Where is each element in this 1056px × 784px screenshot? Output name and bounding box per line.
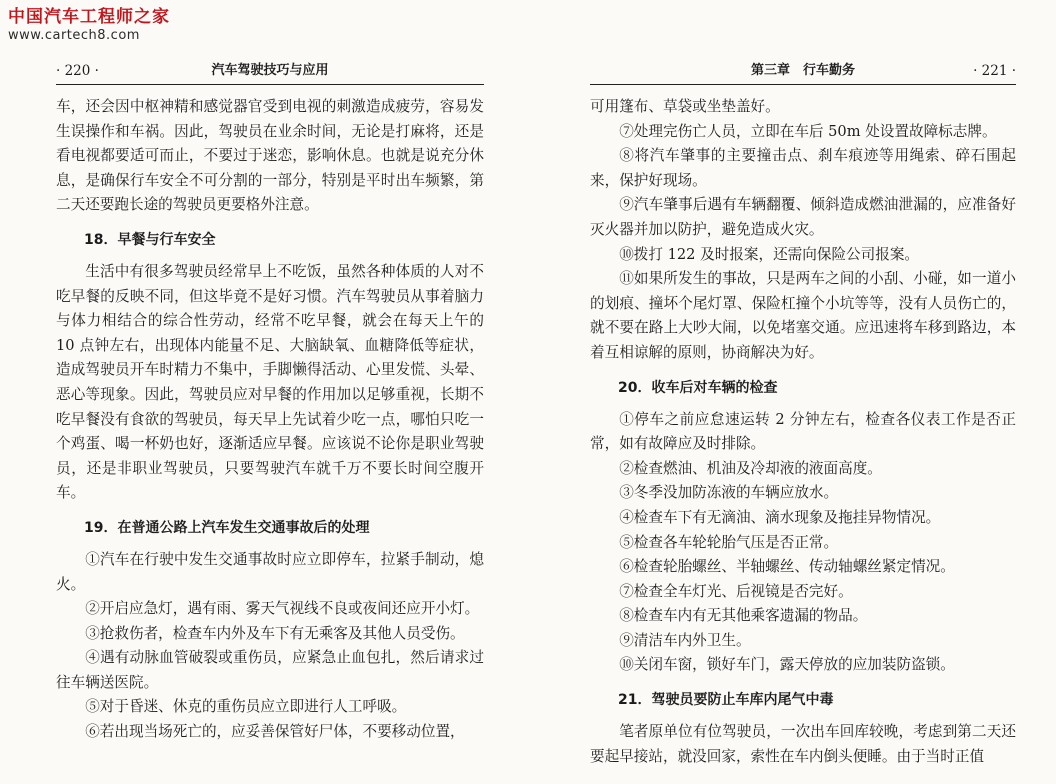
list-item: ⑦处理完伤亡人员，立即在车后 50m 处设置故障标志牌。 <box>619 122 997 140</box>
list-item: ④遇有动脉血管破裂或重伤员，应紧急止血包扎，然后请求过往车辆送医院。 <box>56 649 484 691</box>
book-title: 汽车驾驶技巧与应用 <box>211 63 329 78</box>
list-item: ⑤检查各车轮轮胎气压是否正常。 <box>619 533 839 551</box>
section-heading-18: 18．早餐与行车安全 <box>84 231 216 248</box>
watermark-site-name: 中国汽车工程师之家 <box>8 7 170 27</box>
right-page <box>590 58 1016 769</box>
left-page-content <box>56 95 484 745</box>
list-item: ②开启应急灯，遇有雨、雾天气视线不良或夜间还应开小灯。 <box>85 600 480 618</box>
section-18-paragraph: 生活中有很多驾驶员经常早上不吃饭，虽然各种体质的人对不吃早餐的反映不同，但这毕竟不是好习惯。汽车驾驶员从事着脑力与体力相结合的综合性劳动，经常不吃早餐，就会在每天上午的 10 点钟左右，出现体内能量不足、大脑缺氧、血糖降低等症状，造成驾驶员开车时精力不集中，手脚懒得活动、心里发慌、头晕、恶心等现象。因此，驾驶员应对早餐的作用加以足够重视，长期不吃早餐没有食欲的驾驶员，每天早上先试着少吃一点，哪怕只吃一个鸡蛋、喝一杯奶也好，逐渐适应早餐。应该说不论你是职业驾驶员，还是非职业驾驶员，只要驾驶汽车就千万不要长时间空腹开车。 <box>56 262 484 502</box>
right-page-header <box>590 58 1016 85</box>
list-item: ⑪如果所发生的事故，只是两车之间的小刮、小碰，如一道小的划痕、撞坏个尾灯罩、保险杠撞个小坑等等，没有人员伤亡的，就不要在路上大吵大闹，以免堵塞交通。应迅速将车移到路边，本着互相谅解的原则，协商解决为好。 <box>590 270 1016 361</box>
list-item: ①停车之前应怠速运转 2 分钟左右，检查各仪表工作是否正常，如有故障应及时排除。 <box>590 410 1016 453</box>
list-item: ①汽车在行驶中发生交通事故时应立即停车，拉紧手制动，熄火。 <box>56 550 484 593</box>
chapter-title: 第三章 行车勤务 <box>750 63 855 78</box>
list-item: ④检查车下有无滴油、滴水现象及拖挂异物情况。 <box>619 508 941 526</box>
watermark <box>8 6 170 44</box>
list-item: ⑨清洁车内外卫生。 <box>619 631 751 649</box>
list-item: ②检查燃油、机油及冷却液的液面高度。 <box>619 459 882 477</box>
list-item: ⑩拨打 122 及时报案，还需向保险公司报案。 <box>619 245 920 263</box>
list-item: ⑩关闭车窗，锁好车门，露天停放的应加装防盗锁。 <box>619 656 955 674</box>
left-page-number: · 220 · <box>56 63 99 79</box>
list-item: ⑦检查全车灯光、后视镜是否完好。 <box>619 582 853 600</box>
section-heading-19: 19．在普通公路上汽车发生交通事故后的处理 <box>84 519 370 536</box>
list-item: ⑤对于昏迷、休克的重伤员应立即进行人工呼吸。 <box>85 698 407 716</box>
list-item: ⑥若出现当场死亡的，应妥善保管好尸体，不要移动位置， <box>85 723 465 741</box>
list-item: ⑥检查轮胎螺丝、半轴螺丝、传动轴螺丝紧定情况。 <box>619 558 955 576</box>
watermark-site-url: www.cartech8.com <box>8 28 140 43</box>
list-item: ⑧检查车内有无其他乘客遗漏的物品。 <box>619 607 868 625</box>
continued-paragraph: 可用篷布、草袋或坐垫盖好。 <box>590 98 780 115</box>
list-item: ⑧将汽车肇事的主要撞击点、刹车痕迹等用绳索、碎石围起来，保护好现场。 <box>590 147 1016 189</box>
section-21-paragraph: 笔者原单位有位驾驶员，一次出车回库较晚，考虑到第二天还要起早接站，就没回家，索性在车内倒头便睡。由于当时正值 <box>590 723 1016 765</box>
list-item: ③冬季没加防冻液的车辆应放水。 <box>619 484 839 502</box>
section-heading-20: 20．收车后对车辆的检查 <box>618 379 778 396</box>
list-item: ③抢救伤者，检查车内外及车下有无乘客及其他人员受伤。 <box>85 624 465 642</box>
right-page-content <box>590 95 1016 769</box>
right-page-number: · 221 · <box>973 63 1016 79</box>
continued-paragraph: 车，还会因中枢神精和感觉器官受到电视的刺激造成疲劳，容易发生误操作和车祸。因此，驾驶员在业余时间，无论是打麻将，还是看电视都要适可而止，不要过于迷恋，影响休息。也就是说充分休息，是确保行车安全不可分割的一部分，特别是平时出车频繁，第二天还要跑长途的驾驶员更要格外注意。 <box>56 98 484 214</box>
left-page <box>56 58 484 745</box>
section-heading-21: 21．驾驶员要防止车库内尾气中毒 <box>618 692 834 709</box>
left-page-header <box>56 58 484 85</box>
list-item: ⑨汽车肇事后遇有车辆翻覆、倾斜造成燃油泄漏的，应准备好灭火器并加以防护，避免造成火灾。 <box>590 196 1016 238</box>
